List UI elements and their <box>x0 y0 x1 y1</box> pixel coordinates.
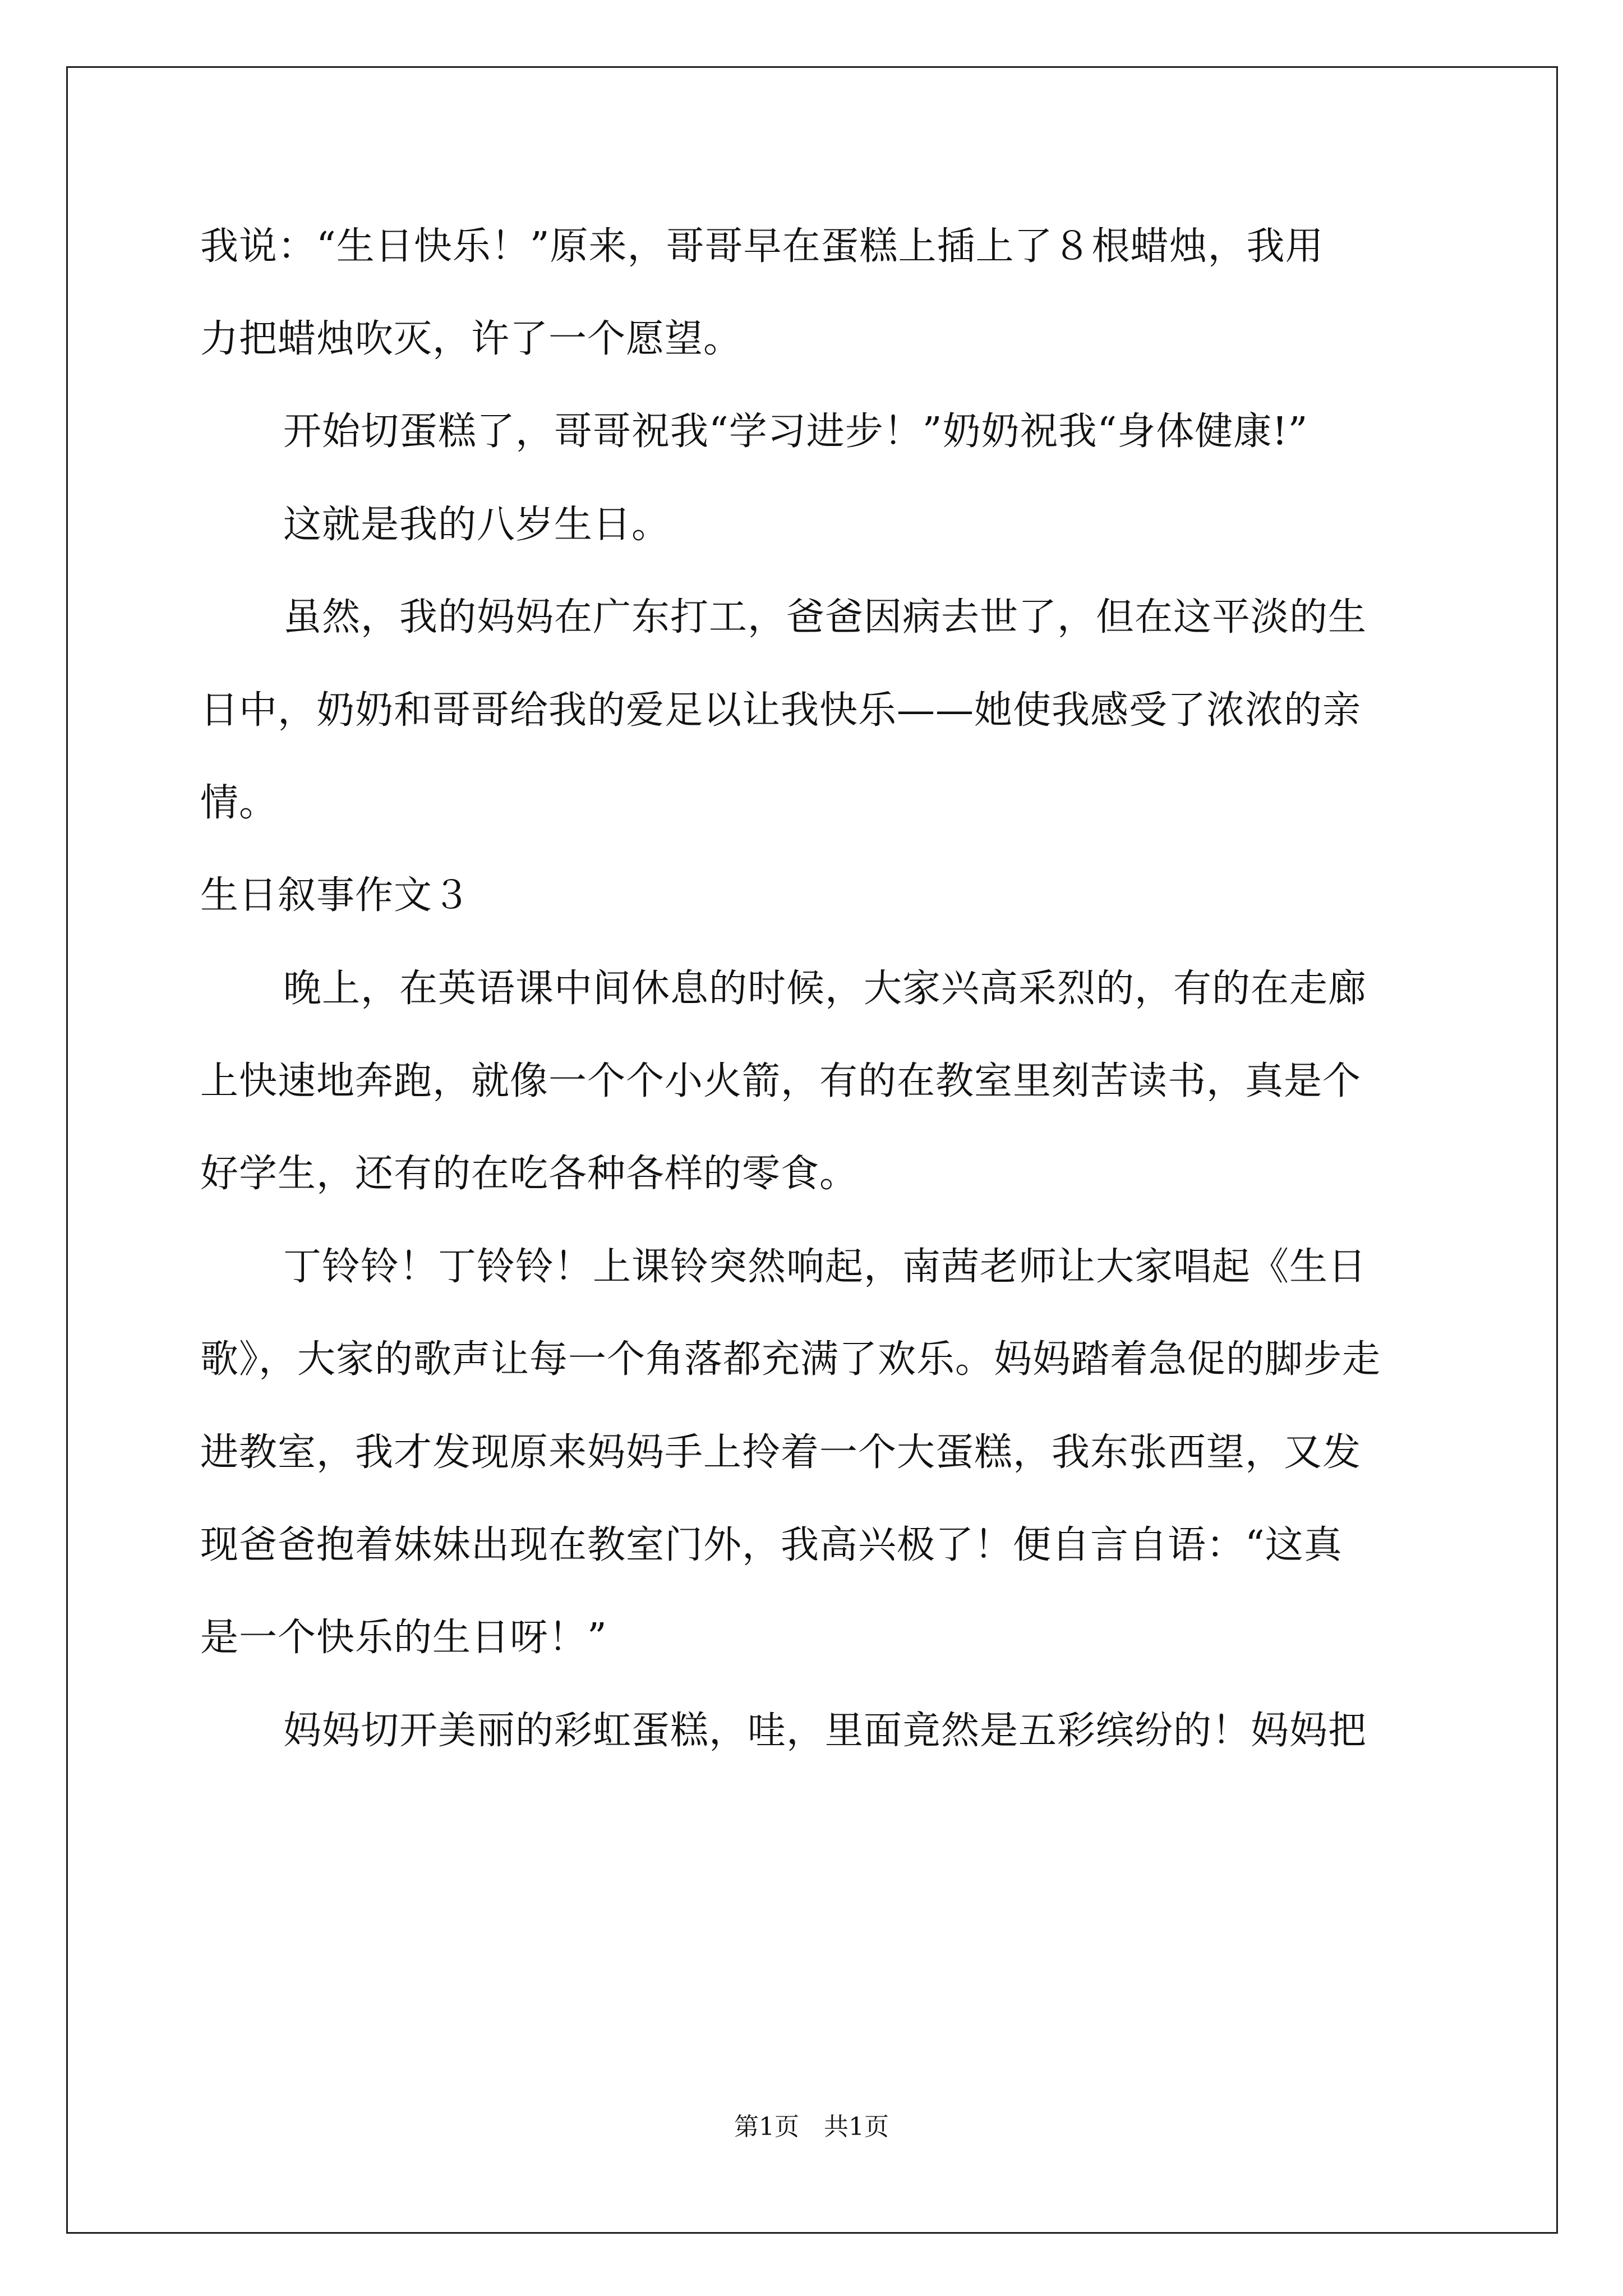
paragraph-line: 歌》，大家的歌声让每一个角落都充满了欢乐。妈妈踏着急促的脚步走 <box>200 1337 1381 1382</box>
paragraph-line: 虽然，我的妈妈在广东打工，爸爸因病去世了，但在这平淡的生 <box>283 595 1367 639</box>
paragraph-line: 是一个快乐的生日呀！” <box>200 1616 607 1660</box>
paragraph-line: 力把蜡烛吹灭，许了一个愿望。 <box>200 317 743 361</box>
page-border <box>66 66 1558 2234</box>
paragraph-line: 晚上，在英语课中间休息的时候，大家兴高采烈的，有的在走廊 <box>283 967 1367 1011</box>
paragraph-line: 好学生，还有的在吃各种各样的零食。 <box>200 1152 859 1196</box>
paragraph-line: 进教室，我才发现原来妈妈手上拎着一个大蛋糕，我东张西望，又发 <box>200 1430 1362 1475</box>
paragraph-line: 上快速地奔跑，就像一个个小火箭，有的在教室里刻苦读书，真是个 <box>200 1059 1362 1103</box>
paragraph-line: 这就是我的八岁生日。 <box>283 503 671 547</box>
paragraph-line: 丁铃铃！丁铃铃！上课铃突然响起，南茜老师让大家唱起《生日 <box>283 1245 1367 1289</box>
paragraph-line: 情。 <box>200 781 278 825</box>
paragraph-line: 现爸爸抱着妹妹出现在教室门外，我高兴极了！便自言自语：“这真 <box>200 1523 1343 1567</box>
paragraph-line: 开始切蛋糕了，哥哥祝我“学习进步！”奶奶祝我“身体健康!” <box>283 409 1308 454</box>
paragraph-line: 我说：“生日快乐！”原来，哥哥早在蛋糕上插上了８根蜡烛，我用 <box>200 224 1324 269</box>
paragraph-line: 日中，奶奶和哥哥给我的爱足以让我快乐——她使我感受了浓浓的亲 <box>200 688 1362 733</box>
paragraph-line: 妈妈切开美丽的彩虹蛋糕，哇，里面竟然是五彩缤纷的！妈妈把 <box>283 1709 1367 1753</box>
page-footer: 第1页 共1页 <box>734 2113 889 2141</box>
section-heading: 生日叙事作文３ <box>200 873 472 918</box>
